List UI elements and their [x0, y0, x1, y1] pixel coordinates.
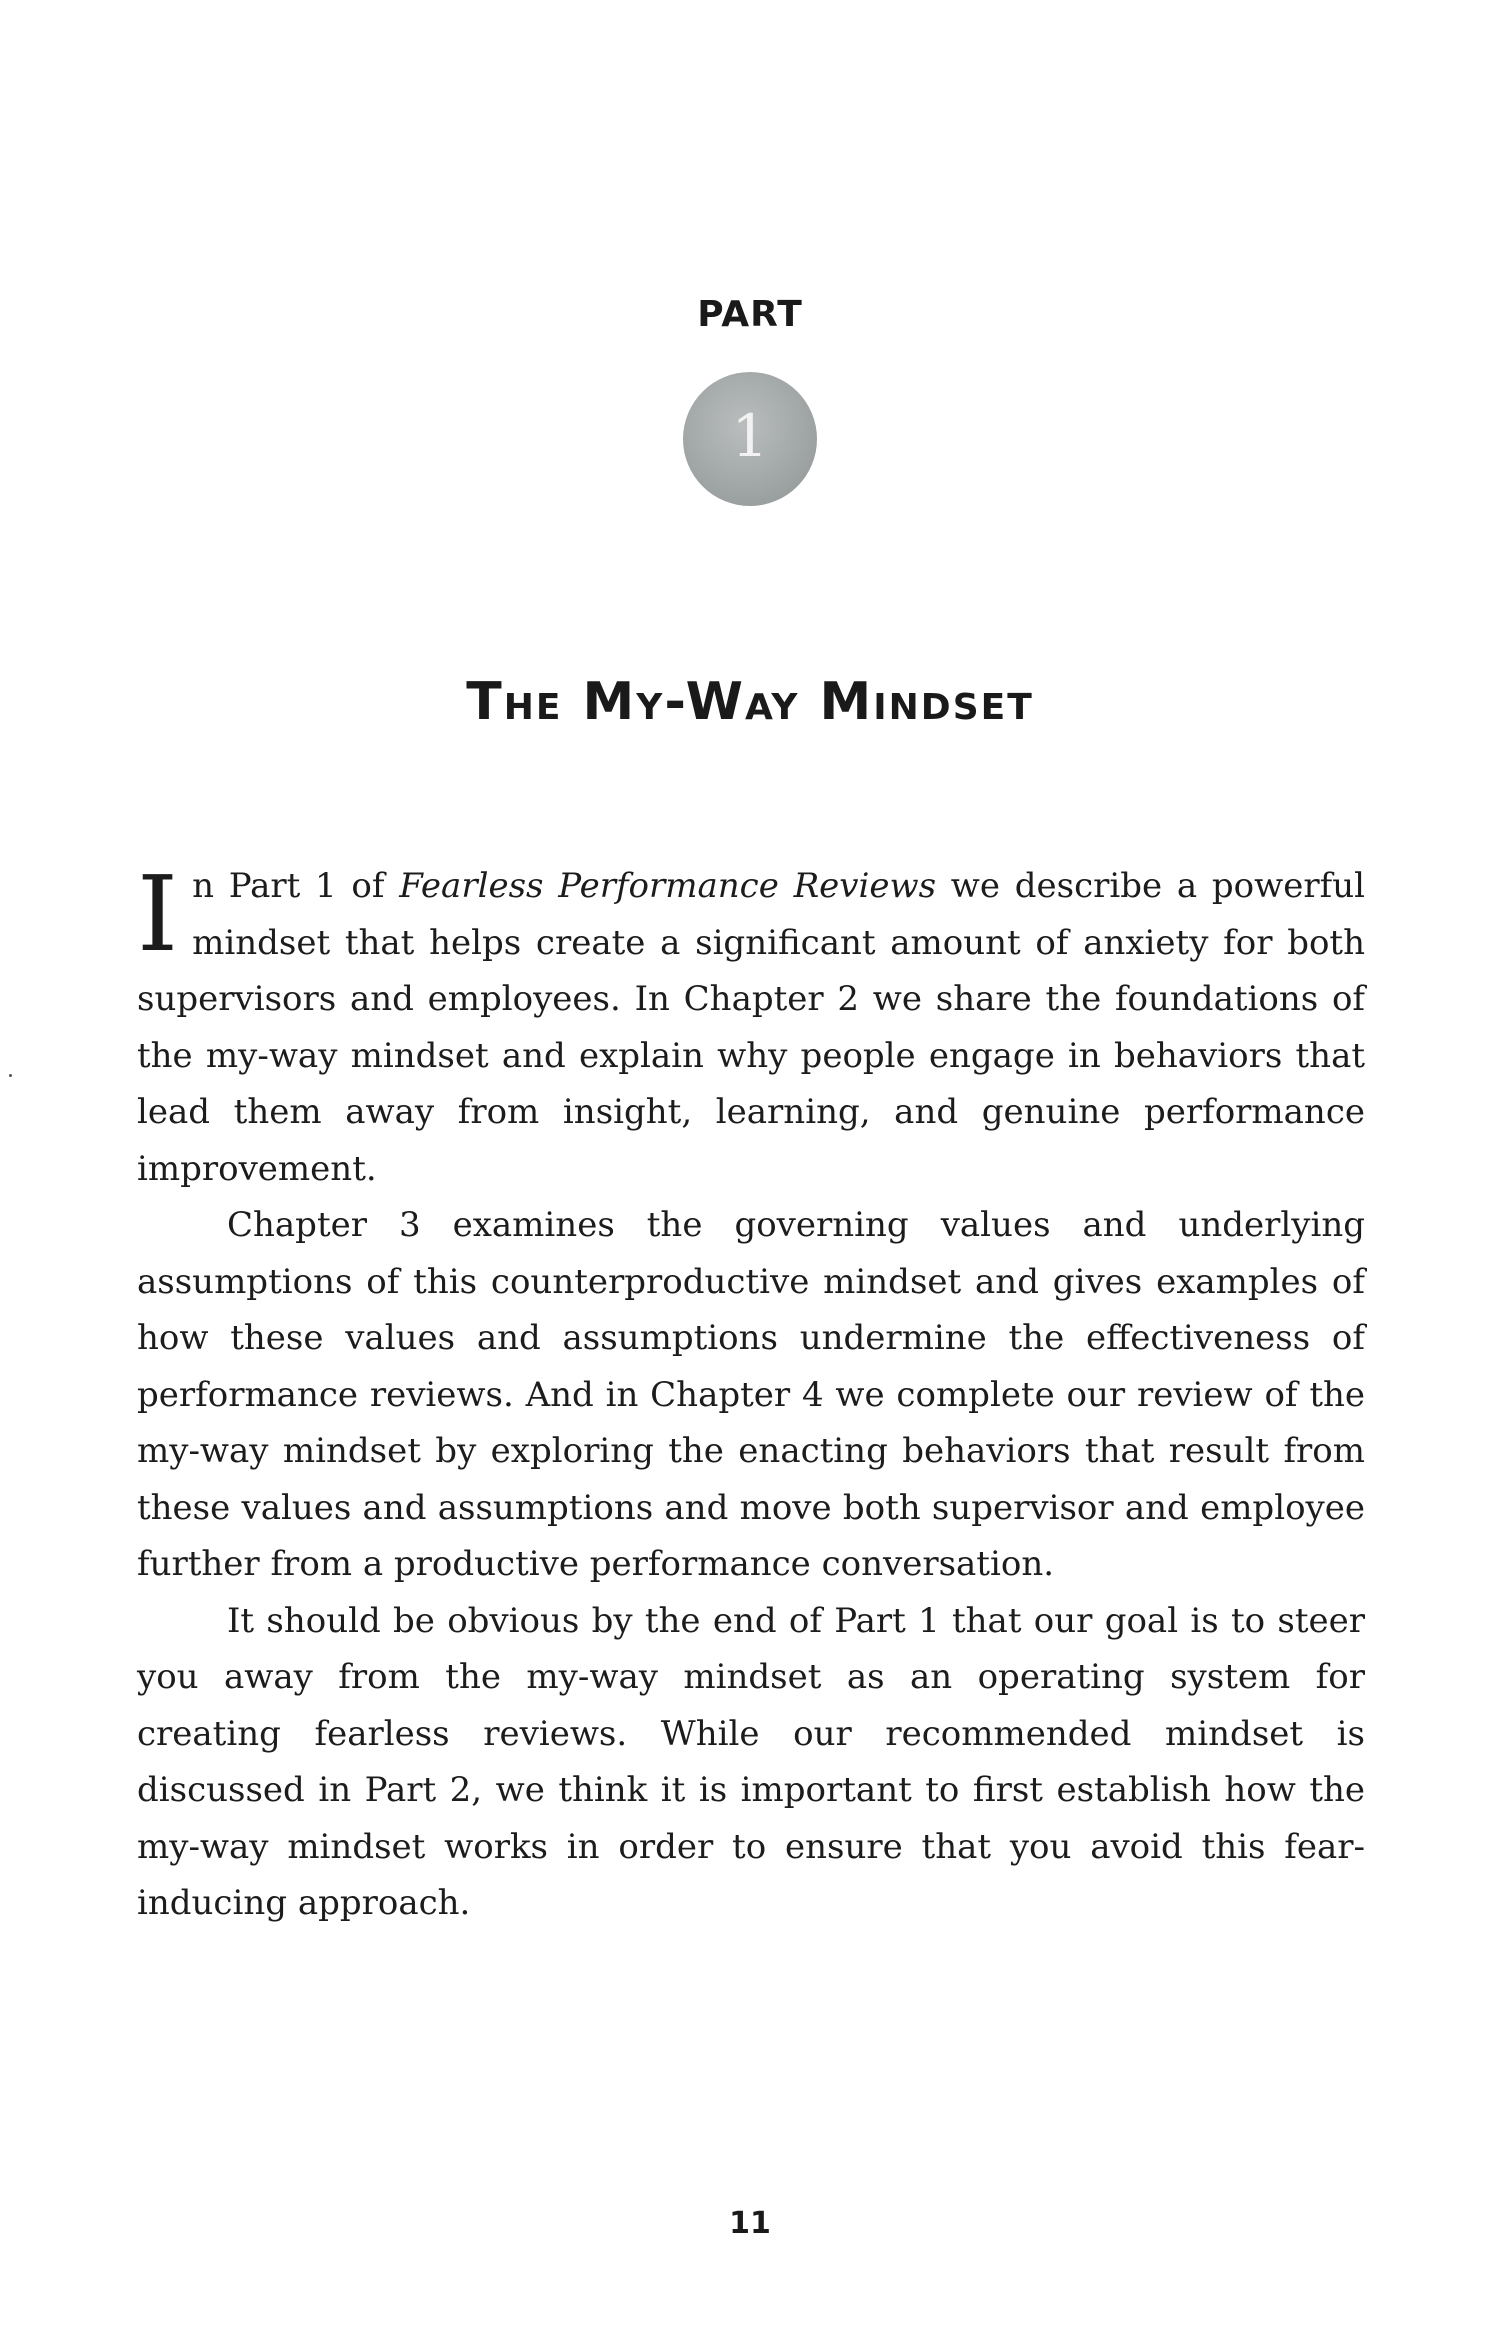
paragraph-1-text-b: we describe a powerful mindset that helps create a significant amount of anxiety for both supervisors and employees. In Chapter 2 we share the foundations of the my-way mindset and explain why people engage in behaviors that lead them away from insight, learning, and genuine performance improvement.: [137, 866, 1365, 1189]
part-title: The My-Way Mindset: [466, 672, 1034, 732]
paragraph-2: Chapter 3 examines the governing values and underlying assumptions of this counterproductive mindset and gives examples of how these values and assumptions undermine the effectiveness of performance reviews. And in Chapter 4 we complete our review of the my-way mindset by exploring the enacting behaviors that result from these values and assumptions and move both supervisor and employee further from a productive performance conversation.: [137, 1205, 1365, 1584]
paragraph-3: It should be obvious by the end of Part 1 that our goal is to steer you away from the my-way mindset as an operating system for creating fearless reviews. While our recommended mindset is discussed in Part 2, we think it is important to first establish how the my-way mindset works in order to ensure that you avoid this fear-inducing approach.: [137, 1600, 1365, 1923]
page-number: 11: [729, 2206, 771, 2241]
part-number: 1: [731, 402, 769, 470]
paragraph-1-text-a: n Part 1 of: [192, 866, 400, 906]
part-number-badge: [683, 372, 817, 506]
body-text: [137, 853, 1365, 1932]
drop-cap: I: [137, 853, 179, 975]
paragraph-1: [137, 853, 1365, 1197]
scan-speck: [9, 1074, 12, 1077]
part-label: PART: [697, 294, 803, 335]
book-title: Fearless Performance Reviews: [399, 866, 937, 906]
